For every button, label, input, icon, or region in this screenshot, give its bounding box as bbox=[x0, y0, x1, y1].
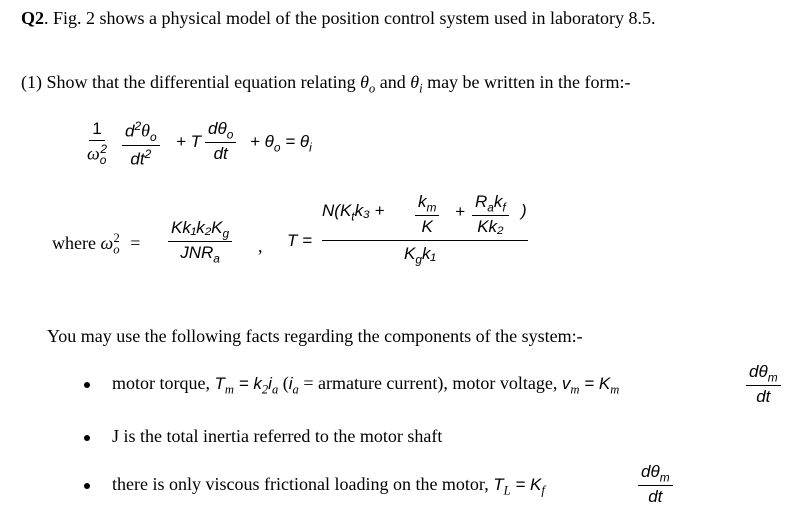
b1-Tm: T bbox=[214, 374, 225, 393]
rk-den: Kk₂ bbox=[477, 217, 504, 237]
omega-num: Kk₁k₂K bbox=[171, 218, 223, 237]
part1-and: and bbox=[379, 72, 406, 92]
frac2-theta-sub: o bbox=[149, 130, 157, 145]
km-num-sub: m bbox=[426, 200, 437, 215]
b3-eq: = K bbox=[510, 475, 542, 494]
T-denominator bbox=[404, 244, 436, 266]
b3-text: there is only viscous frictional loading on the motor, bbox=[112, 474, 494, 494]
bullet-motor-torque bbox=[112, 373, 619, 398]
bullet-dot-1 bbox=[84, 382, 90, 388]
rk-R: R bbox=[475, 192, 488, 211]
omega-den: JNR bbox=[180, 243, 214, 263]
b3-frac-den: dt bbox=[648, 487, 663, 507]
bullet-dot-2 bbox=[84, 435, 90, 441]
bullet-dot-3 bbox=[84, 483, 90, 489]
T-label: T = bbox=[287, 231, 313, 250]
b1-ia: i bbox=[268, 374, 272, 393]
T-den-k1: k₁ bbox=[421, 244, 436, 263]
where-word: where bbox=[52, 233, 96, 253]
rk-f: f bbox=[502, 200, 506, 215]
where-label bbox=[52, 231, 140, 258]
frac1-omega-sub: o bbox=[99, 153, 107, 168]
km-den: K bbox=[421, 217, 433, 237]
fraction-second-derivative bbox=[122, 119, 160, 170]
b1-eq3: = K bbox=[579, 374, 611, 393]
b1-derivative-fraction bbox=[746, 362, 781, 407]
frac3-den: dt bbox=[213, 144, 228, 164]
omega-den-sub: a bbox=[213, 251, 220, 266]
frac3-num: dθ bbox=[208, 119, 227, 138]
b1-vm: v bbox=[561, 374, 571, 393]
omega-fraction bbox=[168, 218, 232, 266]
b3-frac-num: dθ bbox=[641, 462, 660, 481]
where-omega-sup: 2 bbox=[113, 231, 120, 245]
frac1-omega: ω bbox=[87, 143, 100, 164]
where-equals: = bbox=[130, 233, 141, 253]
b1-frac-num: dθ bbox=[749, 362, 768, 381]
theta-o-symbol: θ bbox=[360, 72, 369, 92]
km-over-K-fraction bbox=[415, 192, 439, 237]
question-heading bbox=[21, 8, 655, 29]
b1-paren: ( bbox=[278, 373, 289, 393]
b3-TL: T bbox=[493, 475, 504, 494]
fraction-one-over-omega bbox=[84, 119, 110, 167]
T-plus: + bbox=[455, 202, 465, 221]
frac2-den: dt bbox=[130, 149, 145, 169]
b1-ia-sub: a bbox=[271, 382, 279, 397]
b1-frac-num-sub: m bbox=[767, 370, 778, 385]
theta-i-symbol: θ bbox=[410, 72, 420, 92]
b1-eq1: = k bbox=[233, 374, 262, 393]
T-num-k3: k₃ + bbox=[354, 201, 385, 220]
b1-frac-den: dt bbox=[756, 387, 771, 407]
question-label: Q2 bbox=[21, 8, 45, 28]
question-intro: . Fig. 2 shows a physical model of the position control system used in laboratory 8.5. bbox=[44, 8, 656, 28]
rhs-theta-i-sub: i bbox=[309, 140, 312, 155]
frac3-num-sub: o bbox=[226, 127, 234, 142]
b1-armature: armature current), motor voltage, bbox=[317, 373, 562, 393]
rhs-theta-i: = θ bbox=[285, 132, 310, 151]
km-num: k bbox=[418, 192, 427, 211]
b1-vm-sub: m bbox=[570, 382, 580, 397]
rhs-theta-o: + θ bbox=[250, 132, 274, 151]
T-close-paren: ) bbox=[521, 201, 527, 220]
rk-k: k bbox=[493, 192, 503, 211]
T-fraction-bar bbox=[322, 240, 528, 241]
part1-suffix: may be written in the form:- bbox=[427, 72, 631, 92]
b1-Tm-sub: m bbox=[224, 382, 234, 397]
bullet-inertia: J is the total inertia referred to the motor shaft bbox=[112, 426, 443, 446]
where-comma: , bbox=[258, 236, 263, 256]
T-num-t: t bbox=[351, 209, 355, 224]
frac2-d-sup: 2 bbox=[134, 119, 142, 133]
where-omega: ω bbox=[100, 233, 114, 253]
theta-o-sub: o bbox=[368, 81, 376, 96]
frac2-theta: θ bbox=[141, 120, 150, 141]
b3-TL-sub: L bbox=[503, 483, 511, 498]
T-numerator bbox=[322, 201, 385, 223]
b1-eq2: = bbox=[298, 373, 318, 393]
facts-intro: You may use the following facts regarding the components of the system:- bbox=[47, 326, 583, 346]
T-num-prefix: N(K bbox=[322, 201, 352, 220]
b1-text1: motor torque, bbox=[112, 373, 215, 393]
Rakf-over-Kk2-fraction bbox=[472, 192, 509, 237]
b1-ia2: i bbox=[288, 374, 293, 393]
b1-k2-sub: 2 bbox=[261, 382, 269, 397]
b1-ia2-sub: a bbox=[292, 382, 299, 397]
part1-prefix: (1) Show that the differential equation relating bbox=[21, 72, 361, 92]
frac2-den-sup: 2 bbox=[144, 147, 152, 162]
fraction-first-derivative bbox=[205, 119, 236, 164]
b1-Km-sub: m bbox=[610, 382, 620, 397]
b3-frac-num-sub: m bbox=[659, 470, 670, 485]
T-den-g: g bbox=[415, 252, 422, 267]
theta-i-sub: i bbox=[419, 81, 423, 96]
rk-a: a bbox=[487, 200, 494, 215]
where-omega-sub: o bbox=[113, 242, 120, 257]
bullet-friction bbox=[112, 474, 545, 499]
frac1-omega-sup: 2 bbox=[100, 142, 107, 156]
omega-num-sub: g bbox=[222, 226, 230, 241]
plus-T: + T bbox=[176, 132, 202, 151]
b3-derivative-fraction bbox=[638, 462, 673, 507]
b3-Kf-sub: f bbox=[541, 483, 545, 498]
T-den-K: K bbox=[404, 244, 416, 263]
rhs-terms bbox=[250, 132, 312, 154]
part1-statement bbox=[21, 72, 631, 97]
rhs-theta-o-sub: o bbox=[273, 140, 281, 155]
frac2-d: d bbox=[125, 121, 135, 141]
frac1-numerator: 1 bbox=[89, 119, 104, 141]
